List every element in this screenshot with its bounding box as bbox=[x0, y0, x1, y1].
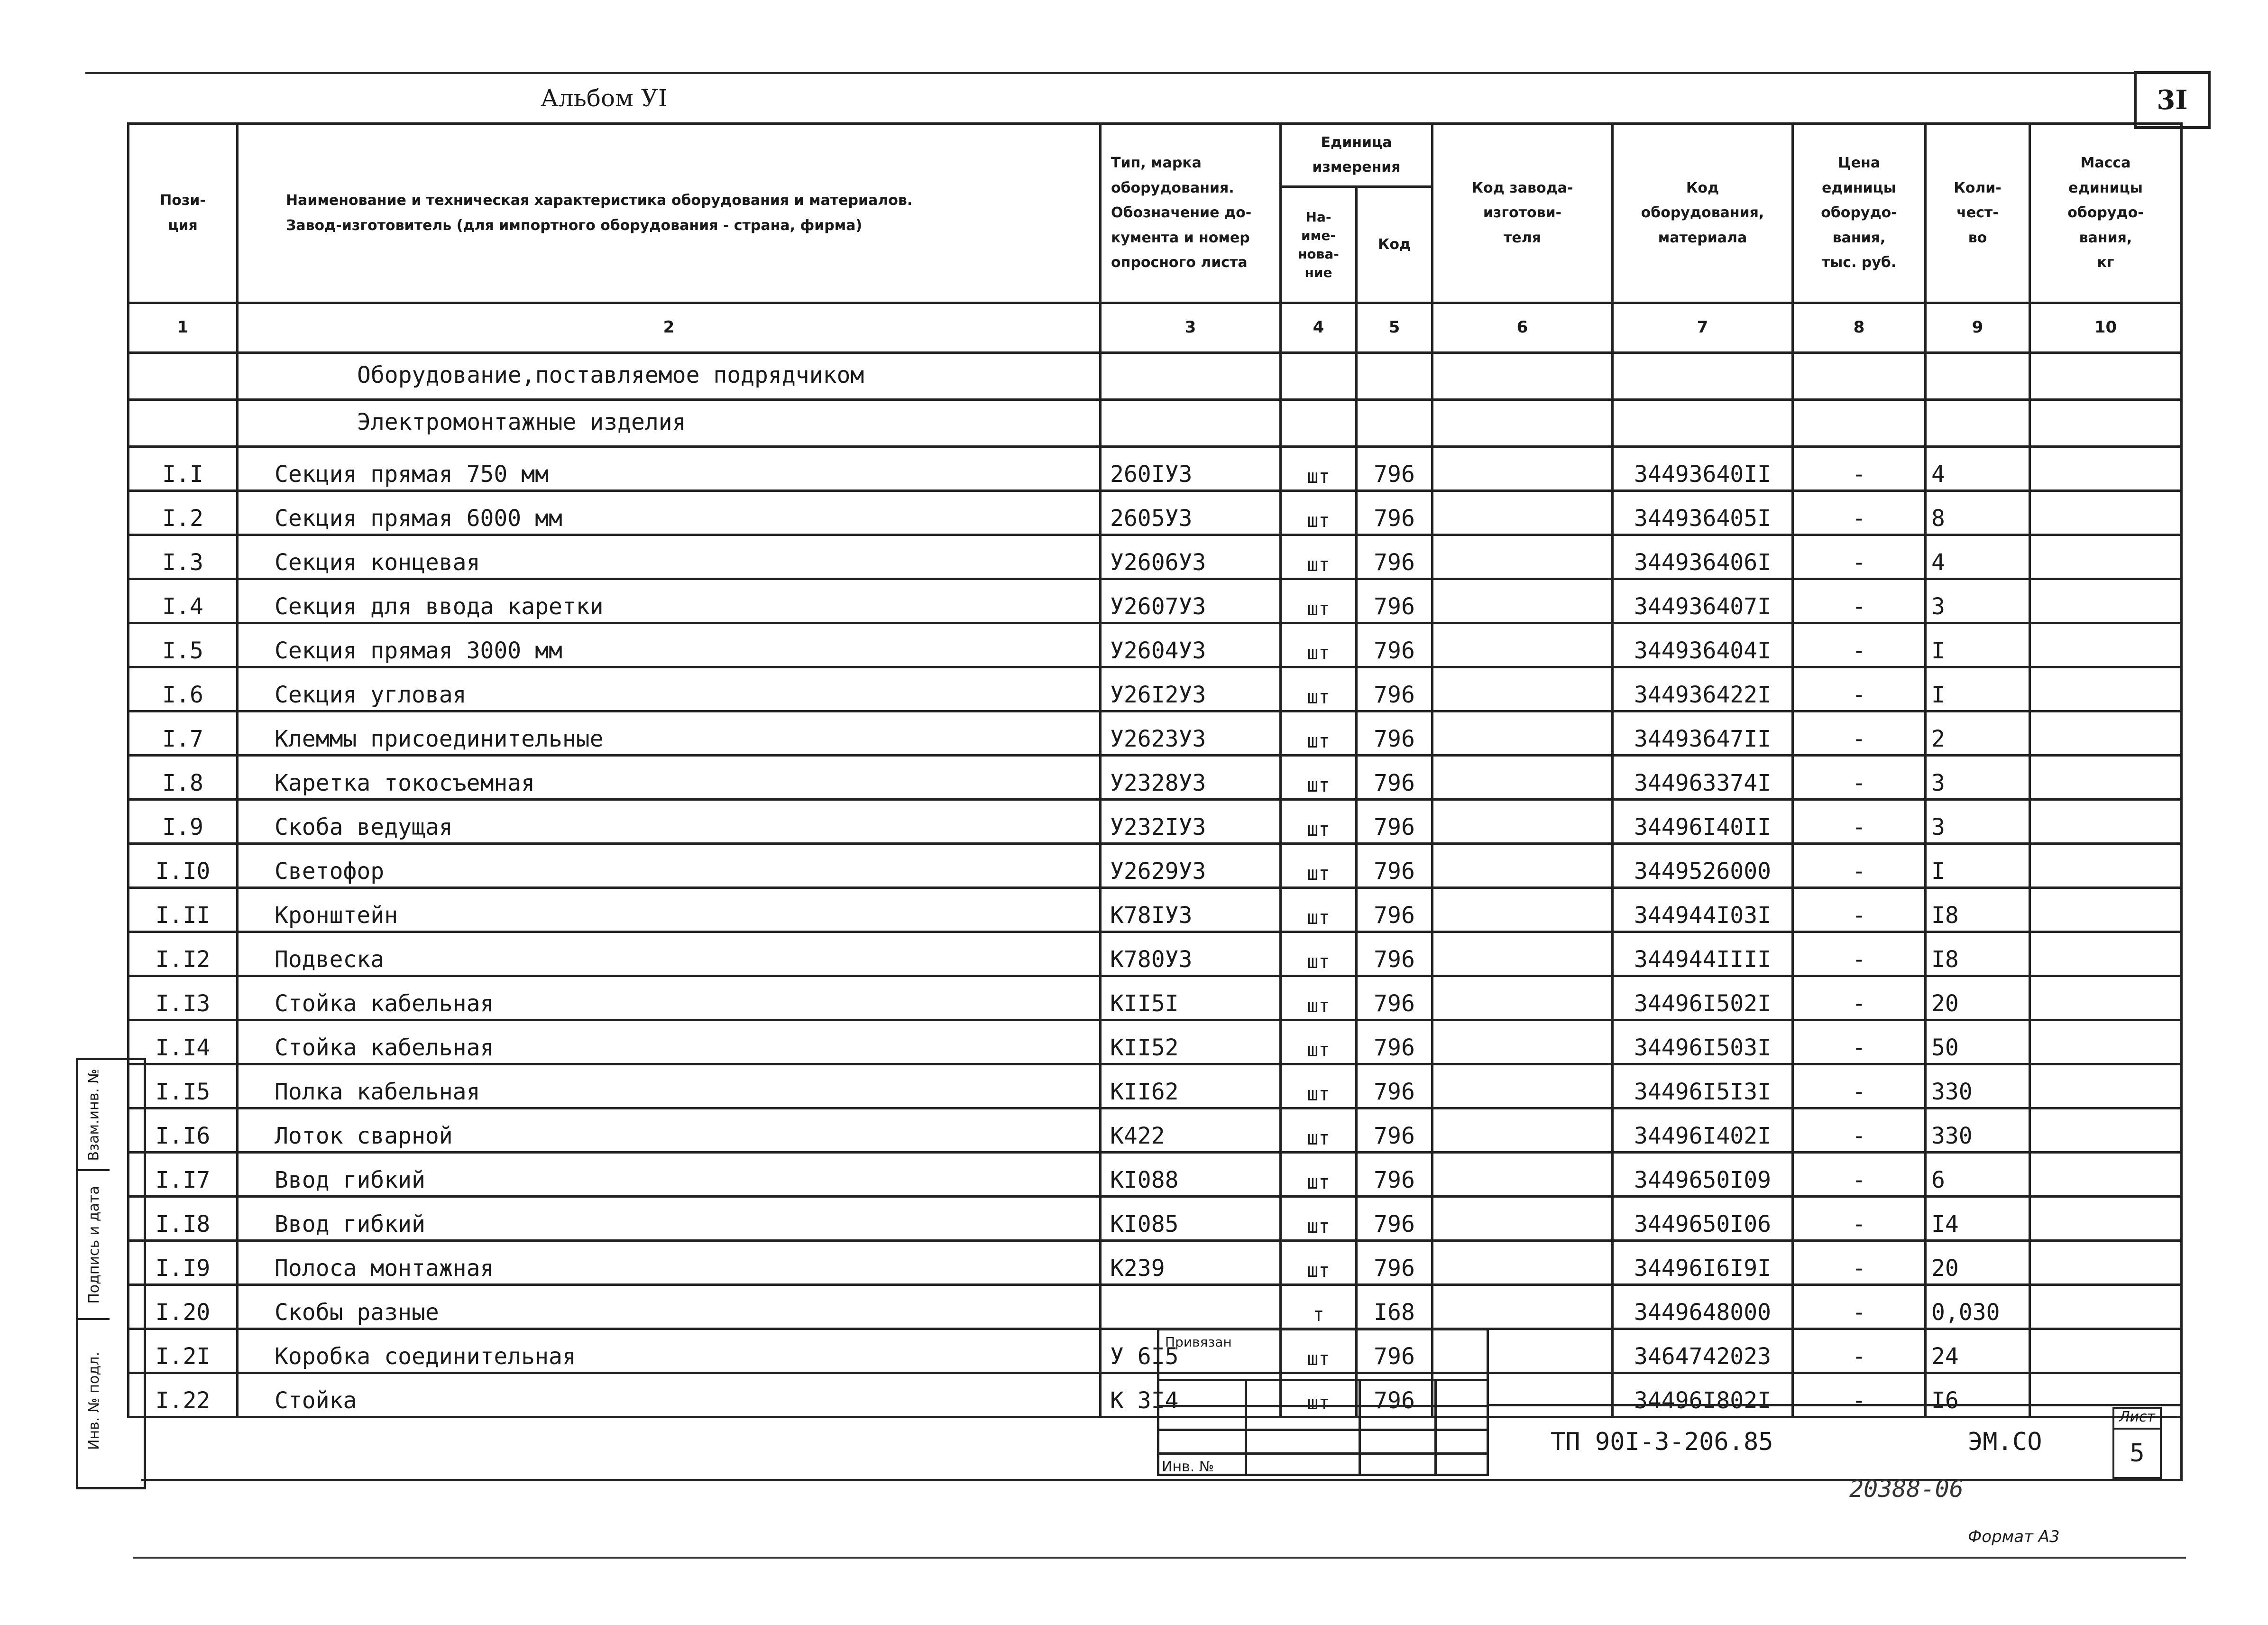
item-factory-code bbox=[1432, 667, 1613, 711]
item-unit: шт bbox=[1281, 800, 1357, 844]
item-equipment-code: 34493647II bbox=[1613, 711, 1793, 756]
item-quantity: 20 bbox=[1926, 1241, 2030, 1285]
item-unit-code: 796 bbox=[1357, 1020, 1432, 1064]
item-position: I.I4 bbox=[129, 1020, 238, 1064]
item-factory-code bbox=[1432, 535, 1613, 579]
item-equipment-code: 344936404I bbox=[1613, 623, 1793, 667]
item-position: I.II bbox=[129, 888, 238, 932]
item-price: - bbox=[1793, 1285, 1926, 1329]
col-number: 7 bbox=[1613, 303, 1793, 353]
item-quantity: 50 bbox=[1926, 1020, 2030, 1064]
item-unit: шт bbox=[1281, 1329, 1357, 1373]
sheet-number: 3I bbox=[2134, 71, 2211, 129]
item-price: - bbox=[1793, 1329, 1926, 1373]
item-position: I.I0 bbox=[129, 844, 238, 888]
item-unit: шт bbox=[1281, 932, 1357, 976]
item-factory-code bbox=[1432, 1064, 1613, 1108]
item-unit-code: 796 bbox=[1357, 535, 1432, 579]
item-equipment-code: 34493640II bbox=[1613, 447, 1793, 491]
item-price: - bbox=[1793, 447, 1926, 491]
item-position: I.6 bbox=[129, 667, 238, 711]
item-equipment-code: 3464742023 bbox=[1613, 1329, 1793, 1373]
item-type: У2328УЗ bbox=[1101, 756, 1281, 800]
table-row bbox=[129, 711, 2182, 756]
table-row bbox=[129, 623, 2182, 667]
item-factory-code bbox=[1432, 932, 1613, 976]
item-name: Стойка bbox=[238, 1373, 1101, 1417]
item-mass bbox=[2030, 976, 2182, 1020]
item-equipment-code: 344936407I bbox=[1613, 579, 1793, 623]
item-type: 260IУЗ bbox=[1101, 447, 1281, 491]
table-row bbox=[129, 976, 2182, 1020]
sheet-value: 5 bbox=[2112, 1428, 2162, 1479]
item-type: К780УЗ bbox=[1101, 932, 1281, 976]
table-row bbox=[129, 535, 2182, 579]
section-title: Оборудование,поставляемое подрядчиком bbox=[238, 353, 1101, 400]
item-mass bbox=[2030, 1329, 2182, 1373]
col-number: 1 bbox=[129, 303, 238, 353]
item-mass bbox=[2030, 1241, 2182, 1285]
item-mass bbox=[2030, 932, 2182, 976]
item-unit-code: 796 bbox=[1357, 711, 1432, 756]
item-position: I.8 bbox=[129, 756, 238, 800]
col-number: 8 bbox=[1793, 303, 1926, 353]
archive-number: 20388-06 bbox=[1849, 1475, 1964, 1503]
item-price: - bbox=[1793, 711, 1926, 756]
stamp-grid-line bbox=[1159, 1405, 1487, 1407]
section-title: Электромонтажные изделия bbox=[238, 400, 1101, 447]
item-position: I.20 bbox=[129, 1285, 238, 1329]
table-row bbox=[129, 447, 2182, 491]
item-type: У2606УЗ bbox=[1101, 535, 1281, 579]
item-factory-code bbox=[1432, 447, 1613, 491]
item-name: Скоба ведущая bbox=[238, 800, 1101, 844]
item-type: У26I2УЗ bbox=[1101, 667, 1281, 711]
col-number: 2 bbox=[238, 303, 1101, 353]
item-position: I.I2 bbox=[129, 932, 238, 976]
item-unit-code: 796 bbox=[1357, 976, 1432, 1020]
item-position: I.5 bbox=[129, 623, 238, 667]
table-row bbox=[129, 667, 2182, 711]
item-position: I.I7 bbox=[129, 1153, 238, 1197]
item-equipment-code: 3449526000 bbox=[1613, 844, 1793, 888]
item-name: Лоток сварной bbox=[238, 1108, 1101, 1153]
item-type: КII52 bbox=[1101, 1020, 1281, 1064]
col-header-price: Цена единицы оборудо- вания, тыс. руб. bbox=[1793, 124, 1926, 303]
item-equipment-code: 34496I5I3I bbox=[1613, 1064, 1793, 1108]
item-type: КI085 bbox=[1101, 1197, 1281, 1241]
item-quantity: 20 bbox=[1926, 976, 2030, 1020]
item-name: Секция для ввода каретки bbox=[238, 579, 1101, 623]
table-row bbox=[129, 579, 2182, 623]
item-unit-code: 796 bbox=[1357, 888, 1432, 932]
item-position: I.2I bbox=[129, 1329, 238, 1373]
item-price: - bbox=[1793, 1197, 1926, 1241]
item-position: I.I6 bbox=[129, 1108, 238, 1153]
col-header-position: Пози- ция bbox=[129, 124, 238, 303]
item-type bbox=[1101, 1285, 1281, 1329]
section-row bbox=[129, 353, 2182, 400]
sheet-label: Лист bbox=[2112, 1407, 2162, 1430]
table-row bbox=[129, 491, 2182, 535]
item-unit-code: 796 bbox=[1357, 756, 1432, 800]
item-price: - bbox=[1793, 623, 1926, 667]
item-quantity: 3 bbox=[1926, 756, 2030, 800]
item-unit: шт bbox=[1281, 491, 1357, 535]
item-mass bbox=[2030, 1153, 2182, 1197]
item-equipment-code: 3449650I06 bbox=[1613, 1197, 1793, 1241]
item-factory-code bbox=[1432, 1108, 1613, 1153]
item-mass bbox=[2030, 800, 2182, 844]
item-factory-code bbox=[1432, 491, 1613, 535]
table-row bbox=[129, 1241, 2182, 1285]
column-number-row bbox=[129, 303, 2182, 353]
item-unit-code: 796 bbox=[1357, 1373, 1432, 1417]
col-number: 4 bbox=[1281, 303, 1357, 353]
item-unit: шт bbox=[1281, 1153, 1357, 1197]
col-header-quantity: Коли- чест- во bbox=[1926, 124, 2030, 303]
item-position: I.I bbox=[129, 447, 238, 491]
item-price: - bbox=[1793, 491, 1926, 535]
item-quantity: 8 bbox=[1926, 491, 2030, 535]
item-name: Коробка соединительная bbox=[238, 1329, 1101, 1373]
sidebar-cell: Взам.инв. № bbox=[78, 1060, 110, 1171]
item-mass bbox=[2030, 756, 2182, 800]
item-factory-code bbox=[1432, 1197, 1613, 1241]
item-quantity: 330 bbox=[1926, 1108, 2030, 1153]
item-equipment-code: 34496I502I bbox=[1613, 976, 1793, 1020]
item-factory-code bbox=[1432, 1153, 1613, 1197]
stamp-grid-line bbox=[1359, 1381, 1361, 1474]
item-equipment-code: 344963374I bbox=[1613, 756, 1793, 800]
item-mass bbox=[2030, 447, 2182, 491]
item-mass bbox=[2030, 667, 2182, 711]
item-unit: шт bbox=[1281, 888, 1357, 932]
table-row bbox=[129, 1285, 2182, 1329]
item-position: I.I5 bbox=[129, 1064, 238, 1108]
item-unit-code: 796 bbox=[1357, 579, 1432, 623]
item-mass bbox=[2030, 1020, 2182, 1064]
item-name: Секция угловая bbox=[238, 667, 1101, 711]
item-type: КI088 bbox=[1101, 1153, 1281, 1197]
item-factory-code bbox=[1432, 579, 1613, 623]
col-header-mass: Масса единицы оборудо- вания, кг bbox=[2030, 124, 2182, 303]
item-unit-code: 796 bbox=[1357, 667, 1432, 711]
item-price: - bbox=[1793, 800, 1926, 844]
item-type: КII5I bbox=[1101, 976, 1281, 1020]
item-unit-code: I68 bbox=[1357, 1285, 1432, 1329]
item-unit: шт bbox=[1281, 623, 1357, 667]
table-row bbox=[129, 1197, 2182, 1241]
table-row bbox=[129, 1020, 2182, 1064]
table-row bbox=[129, 932, 2182, 976]
item-equipment-code: 34496I802I bbox=[1613, 1373, 1793, 1417]
document-suffix: ЭМ.СО bbox=[1968, 1428, 2042, 1456]
item-name: Клеммы присоединительные bbox=[238, 711, 1101, 756]
item-price: - bbox=[1793, 888, 1926, 932]
item-type: У2607УЗ bbox=[1101, 579, 1281, 623]
item-quantity: I8 bbox=[1926, 932, 2030, 976]
item-mass bbox=[2030, 888, 2182, 932]
item-quantity: 0,030 bbox=[1926, 1285, 2030, 1329]
item-equipment-code: 34496I402I bbox=[1613, 1108, 1793, 1153]
item-mass bbox=[2030, 579, 2182, 623]
item-factory-code bbox=[1432, 1285, 1613, 1329]
item-quantity: I4 bbox=[1926, 1197, 2030, 1241]
item-unit-code: 796 bbox=[1357, 1329, 1432, 1373]
table-row bbox=[129, 1329, 2182, 1373]
item-position: I.22 bbox=[129, 1373, 238, 1417]
item-unit: шт bbox=[1281, 844, 1357, 888]
table-row bbox=[129, 1153, 2182, 1197]
item-unit-code: 796 bbox=[1357, 1108, 1432, 1153]
item-quantity: 2 bbox=[1926, 711, 2030, 756]
item-equipment-code: 34496I6I9I bbox=[1613, 1241, 1793, 1285]
table-row bbox=[129, 888, 2182, 932]
item-equipment-code: 344944I03I bbox=[1613, 888, 1793, 932]
table-row bbox=[129, 1373, 2182, 1417]
item-price: - bbox=[1793, 1241, 1926, 1285]
sidebar-cell: Инв. № подл. bbox=[85, 1351, 102, 1450]
item-factory-code bbox=[1432, 1020, 1613, 1064]
table-row bbox=[129, 844, 2182, 888]
item-equipment-code: 34496I503I bbox=[1613, 1020, 1793, 1064]
table-row bbox=[129, 756, 2182, 800]
item-quantity: 4 bbox=[1926, 447, 2030, 491]
item-mass bbox=[2030, 623, 2182, 667]
item-quantity: 4 bbox=[1926, 535, 2030, 579]
item-type: 2605УЗ bbox=[1101, 491, 1281, 535]
stamp-grid-line bbox=[1245, 1381, 1247, 1474]
item-price: - bbox=[1793, 844, 1926, 888]
col-header-type: Тип, марка оборудования. Обозначение до- кумента и номер опросного листа bbox=[1101, 124, 1281, 303]
section-row bbox=[129, 400, 2182, 447]
title-block-top-line bbox=[1489, 1404, 2181, 1406]
item-price: - bbox=[1793, 1108, 1926, 1153]
item-equipment-code: 3449648000 bbox=[1613, 1285, 1793, 1329]
item-equipment-code: 34496I40II bbox=[1613, 800, 1793, 844]
item-unit: шт bbox=[1281, 1373, 1357, 1417]
item-unit: шт bbox=[1281, 1241, 1357, 1285]
item-factory-code bbox=[1432, 888, 1613, 932]
stamp-grid-line bbox=[1159, 1452, 1487, 1455]
col-header-unit-group: Единица измерения bbox=[1281, 124, 1432, 187]
header-row bbox=[129, 124, 2182, 187]
col-header-name: Наименование и техническая характеристика оборудования и материалов. Завод-изготовитель (для импортного оборудования - страна, фирма) bbox=[238, 124, 1101, 303]
item-name: Ввод гибкий bbox=[238, 1153, 1101, 1197]
item-name: Каретка токосъемная bbox=[238, 756, 1101, 800]
item-unit-code: 796 bbox=[1357, 1197, 1432, 1241]
item-mass bbox=[2030, 844, 2182, 888]
item-position: I.7 bbox=[129, 711, 238, 756]
item-factory-code bbox=[1432, 756, 1613, 800]
item-name: Светофор bbox=[238, 844, 1101, 888]
item-equipment-code: 3449650I09 bbox=[1613, 1153, 1793, 1197]
item-type: К422 bbox=[1101, 1108, 1281, 1153]
item-price: - bbox=[1793, 756, 1926, 800]
item-type: У2604УЗ bbox=[1101, 623, 1281, 667]
item-equipment-code: 344936405I bbox=[1613, 491, 1793, 535]
item-unit: шт bbox=[1281, 1020, 1357, 1064]
item-unit: шт bbox=[1281, 1064, 1357, 1108]
item-mass bbox=[2030, 1108, 2182, 1153]
item-unit-code: 796 bbox=[1357, 447, 1432, 491]
col-number: 9 bbox=[1926, 303, 2030, 353]
left-stamp-sidebar bbox=[76, 1058, 146, 1489]
col-number: 6 bbox=[1432, 303, 1613, 353]
stamp-grid-line bbox=[1434, 1381, 1437, 1474]
item-unit: шт bbox=[1281, 667, 1357, 711]
col-number: 3 bbox=[1101, 303, 1281, 353]
sidebar-cell: Подпись и дата bbox=[78, 1171, 110, 1320]
item-mass bbox=[2030, 491, 2182, 535]
item-unit: т bbox=[1281, 1285, 1357, 1329]
item-price: - bbox=[1793, 1064, 1926, 1108]
item-quantity: I8 bbox=[1926, 888, 2030, 932]
item-unit-code: 796 bbox=[1357, 932, 1432, 976]
item-unit: шт bbox=[1281, 976, 1357, 1020]
item-unit: шт bbox=[1281, 756, 1357, 800]
document-code: ТП 90I-3-206.85 bbox=[1551, 1428, 1773, 1456]
item-unit-code: 796 bbox=[1357, 1241, 1432, 1285]
item-quantity: I bbox=[1926, 667, 2030, 711]
item-equipment-code: 344944IIII bbox=[1613, 932, 1793, 976]
item-name: Стойка кабельная bbox=[238, 1020, 1101, 1064]
item-factory-code bbox=[1432, 800, 1613, 844]
item-price: - bbox=[1793, 579, 1926, 623]
frame-right-line bbox=[2180, 1309, 2183, 1481]
item-factory-code bbox=[1432, 623, 1613, 667]
item-type: У2629УЗ bbox=[1101, 844, 1281, 888]
item-quantity: I6 bbox=[1926, 1373, 2030, 1417]
specification-table bbox=[127, 122, 2183, 1418]
item-unit: шт bbox=[1281, 1108, 1357, 1153]
item-quantity: 330 bbox=[1926, 1064, 2030, 1108]
item-position: I.I9 bbox=[129, 1241, 238, 1285]
table-row bbox=[129, 1108, 2182, 1153]
item-unit-code: 796 bbox=[1357, 800, 1432, 844]
item-quantity: 3 bbox=[1926, 800, 2030, 844]
item-price: - bbox=[1793, 976, 1926, 1020]
item-price: - bbox=[1793, 1153, 1926, 1197]
album-title: Альбом УI bbox=[541, 84, 668, 112]
item-name: Секция прямая 3000 мм bbox=[238, 623, 1101, 667]
item-mass bbox=[2030, 1285, 2182, 1329]
item-type: У2623УЗ bbox=[1101, 711, 1281, 756]
frame-top-line bbox=[85, 72, 2205, 74]
col-header-factory-code: Код завода- изготови- теля bbox=[1432, 124, 1613, 303]
item-mass bbox=[2030, 711, 2182, 756]
item-position: I.3 bbox=[129, 535, 238, 579]
item-position: I.I8 bbox=[129, 1197, 238, 1241]
item-name: Скобы разные bbox=[238, 1285, 1101, 1329]
item-unit: шт bbox=[1281, 1197, 1357, 1241]
item-price: - bbox=[1793, 1020, 1926, 1064]
item-position: I.4 bbox=[129, 579, 238, 623]
item-factory-code bbox=[1432, 976, 1613, 1020]
item-mass bbox=[2030, 1064, 2182, 1108]
item-name: Полка кабельная bbox=[238, 1064, 1101, 1108]
item-name: Кронштейн bbox=[238, 888, 1101, 932]
item-type: У232IУЗ bbox=[1101, 800, 1281, 844]
item-unit-code: 796 bbox=[1357, 623, 1432, 667]
item-quantity: I bbox=[1926, 623, 2030, 667]
item-name: Полоса монтажная bbox=[238, 1241, 1101, 1285]
item-factory-code bbox=[1432, 844, 1613, 888]
item-unit: шт bbox=[1281, 447, 1357, 491]
item-unit: шт bbox=[1281, 711, 1357, 756]
item-factory-code bbox=[1432, 1241, 1613, 1285]
item-price: - bbox=[1793, 667, 1926, 711]
col-header-equipment-code: Код оборудования, материала bbox=[1613, 124, 1793, 303]
item-price: - bbox=[1793, 1373, 1926, 1417]
item-unit-code: 796 bbox=[1357, 491, 1432, 535]
item-unit-code: 796 bbox=[1357, 1064, 1432, 1108]
item-mass bbox=[2030, 535, 2182, 579]
stamp-grid-line bbox=[1159, 1429, 1487, 1431]
item-unit: шт bbox=[1281, 535, 1357, 579]
item-unit: шт bbox=[1281, 579, 1357, 623]
item-type: К78IУЗ bbox=[1101, 888, 1281, 932]
col-number: 10 bbox=[2030, 303, 2182, 353]
item-quantity: 3 bbox=[1926, 579, 2030, 623]
item-unit-code: 796 bbox=[1357, 1153, 1432, 1197]
item-name: Секция концевая bbox=[238, 535, 1101, 579]
frame-bottom-line bbox=[133, 1557, 2186, 1559]
item-position: I.I3 bbox=[129, 976, 238, 1020]
col-header-unit-name: На- име- нова- ние bbox=[1281, 187, 1357, 303]
col-header-unit-code: Код bbox=[1357, 187, 1432, 303]
item-equipment-code: 344936422I bbox=[1613, 667, 1793, 711]
table-row bbox=[129, 800, 2182, 844]
item-type: К 3I4 bbox=[1101, 1373, 1281, 1417]
table-row bbox=[129, 1064, 2182, 1108]
item-price: - bbox=[1793, 932, 1926, 976]
item-equipment-code: 344936406I bbox=[1613, 535, 1793, 579]
inv-number-label: Инв. № bbox=[1162, 1459, 1214, 1475]
item-type: К239 bbox=[1101, 1241, 1281, 1285]
item-quantity: 6 bbox=[1926, 1153, 2030, 1197]
item-position: I.2 bbox=[129, 491, 238, 535]
item-price: - bbox=[1793, 535, 1926, 579]
item-type: У 6I5 bbox=[1101, 1329, 1281, 1373]
item-factory-code bbox=[1432, 711, 1613, 756]
format-label: Формат А3 bbox=[1968, 1527, 2060, 1546]
item-name: Подвеска bbox=[238, 932, 1101, 976]
item-type: КII62 bbox=[1101, 1064, 1281, 1108]
privyazan-box: Привязан bbox=[1157, 1328, 1489, 1381]
item-name: Секция прямая 6000 мм bbox=[238, 491, 1101, 535]
item-unit-code: 796 bbox=[1357, 844, 1432, 888]
item-name: Секция прямая 750 мм bbox=[238, 447, 1101, 491]
item-mass bbox=[2030, 1197, 2182, 1241]
item-name: Стойка кабельная bbox=[238, 976, 1101, 1020]
item-quantity: 24 bbox=[1926, 1329, 2030, 1373]
item-name: Ввод гибкий bbox=[238, 1197, 1101, 1241]
item-quantity: I bbox=[1926, 844, 2030, 888]
col-number: 5 bbox=[1357, 303, 1432, 353]
item-position: I.9 bbox=[129, 800, 238, 844]
